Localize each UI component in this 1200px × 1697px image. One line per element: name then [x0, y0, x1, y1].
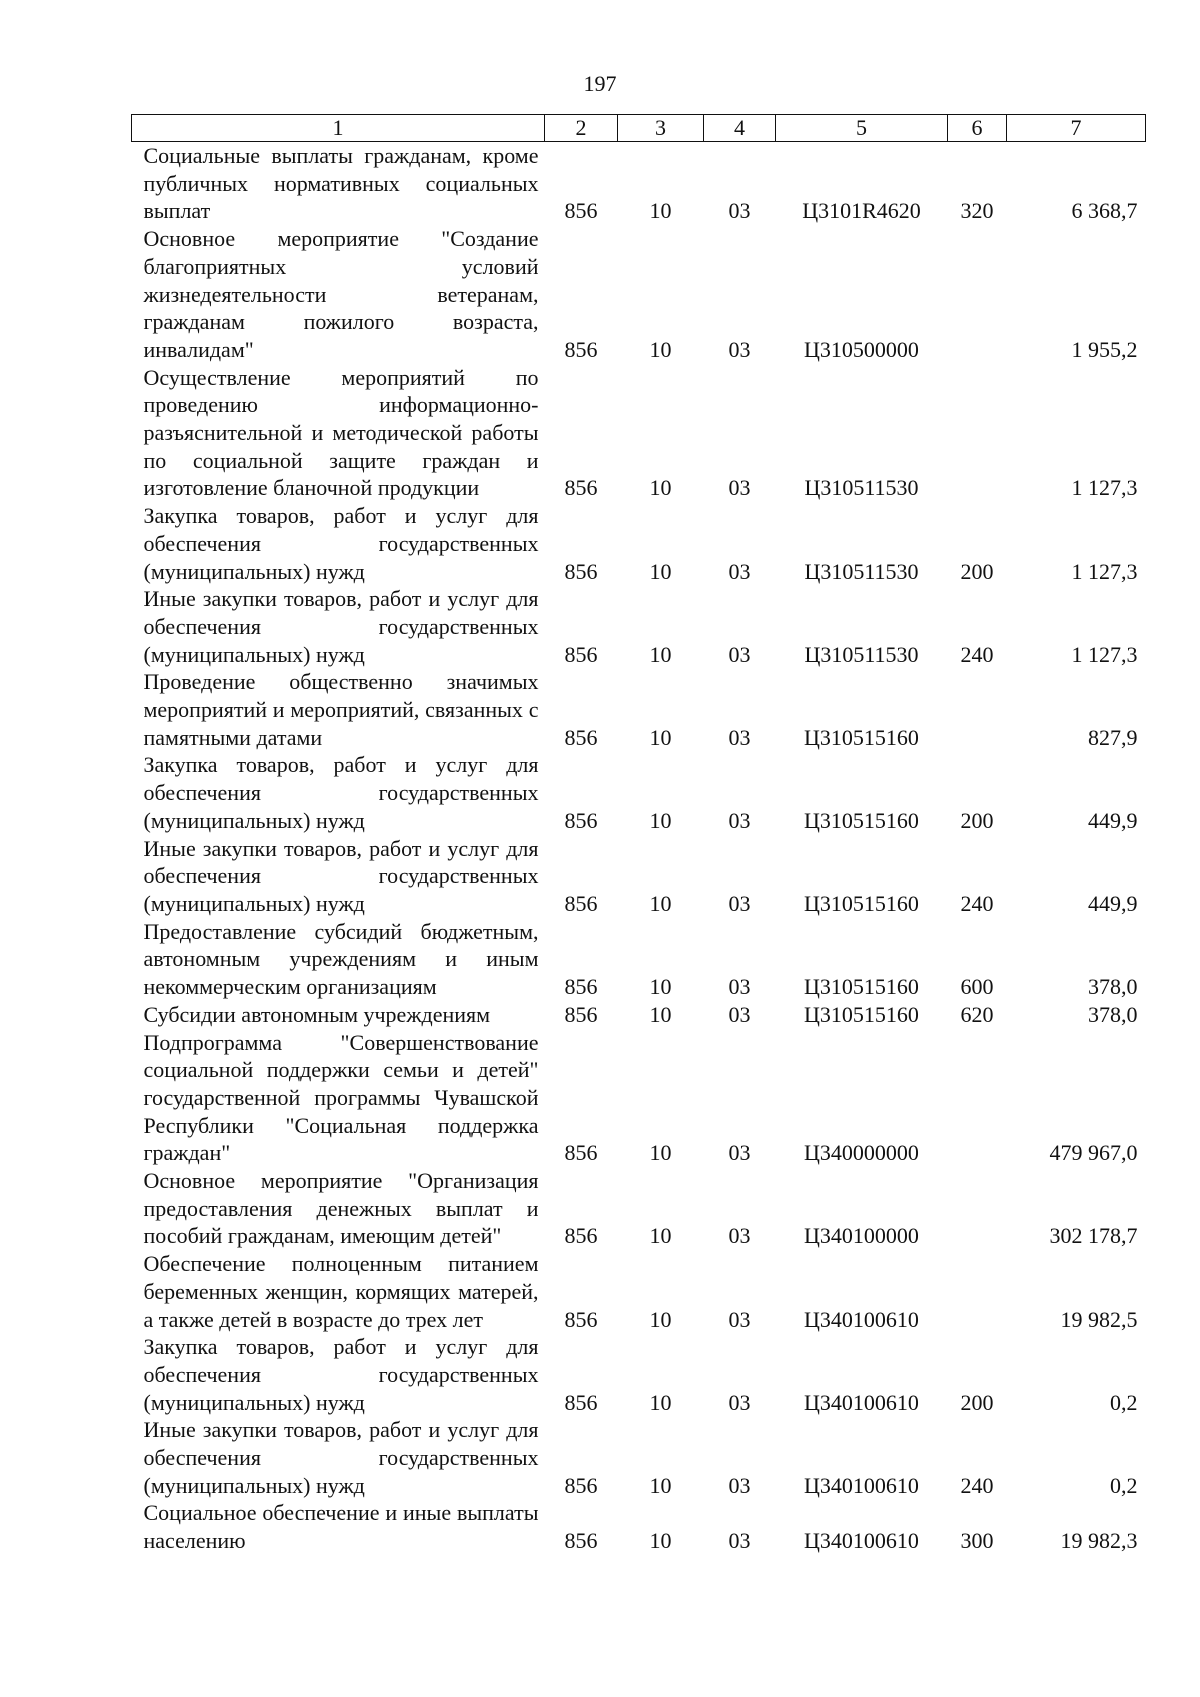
expense-type-cell: 240 [960, 890, 994, 916]
target-article-cell: Ц310511530 [804, 641, 919, 667]
section-code-cell: 10 [649, 724, 672, 750]
expense-type-cell: 600 [960, 974, 994, 1000]
column-header: 5 [776, 115, 948, 142]
ministry-code-cell: 856 [564, 1472, 598, 1498]
ministry-code-cell: 856 [564, 1223, 598, 1249]
column-header: 2 [545, 115, 618, 142]
ministry-code-cell: 856 [564, 1528, 598, 1554]
ministry-code-cell: 856 [564, 1389, 598, 1415]
table-row [132, 142, 1146, 226]
subsection-code-cell: 03 [728, 724, 751, 750]
row-name-cell: Подпрограмма "Совершенствование социальной поддержки семьи и детей" государственной программы Чувашской Республики "Социальная поддержка граждан" [143, 1029, 539, 1166]
row-name-cell: Субсидии автономным учреждениям [143, 1001, 491, 1027]
ministry-code-cell: 856 [564, 641, 598, 667]
table-row [132, 1333, 1146, 1416]
row-name-cell: Закупка товаров, работ и услуг для обеспечения государственных (муниципальных) нужд [143, 1334, 539, 1415]
amount-cell: 1 955,2 [1071, 336, 1138, 362]
row-name-cell: Закупка товаров, работ и услуг для обеспечения государственных (муниципальных) нужд [143, 503, 539, 584]
expense-type-cell [948, 1167, 1007, 1250]
row-name-cell: Основное мероприятие "Создание благоприятных условий жизнедеятельности ветеранам, гражданам пожилого возраста, инвалидам" [143, 226, 539, 362]
target-article-cell: Ц310515160 [804, 807, 919, 833]
expense-type-cell: 200 [960, 1389, 994, 1415]
amount-cell: 479 967,0 [1049, 1140, 1138, 1166]
section-code-cell: 10 [649, 807, 672, 833]
subsection-code-cell: 03 [728, 1528, 751, 1554]
table-row [132, 1167, 1146, 1250]
target-article-cell: Ц340100610 [804, 1528, 919, 1554]
expense-type-cell [948, 668, 1007, 751]
subsection-code-cell: 03 [728, 336, 751, 362]
table-row [132, 1250, 1146, 1333]
section-code-cell: 10 [649, 558, 672, 584]
ministry-code-cell: 856 [564, 1001, 598, 1027]
amount-cell: 827,9 [1088, 724, 1138, 750]
amount-cell: 1 127,3 [1071, 558, 1138, 584]
ministry-code-cell: 856 [564, 475, 598, 501]
column-header: 7 [1007, 115, 1146, 142]
target-article-cell: Ц310515160 [804, 890, 919, 916]
row-name-cell: Осуществление мероприятий по проведению информационно-разъяснительной и методической работы по социальной защите граждан и изготовление бланочной продукции [143, 364, 539, 501]
amount-cell: 1 127,3 [1071, 475, 1138, 501]
page-number: 197 [583, 71, 617, 96]
expense-type-cell [948, 1029, 1007, 1168]
ministry-code-cell: 856 [564, 558, 598, 584]
amount-cell: 378,0 [1088, 1001, 1138, 1027]
subsection-code-cell: 03 [728, 807, 751, 833]
column-header: 4 [704, 115, 776, 142]
subsection-code-cell: 03 [728, 1472, 751, 1498]
subsection-code-cell: 03 [728, 1223, 751, 1249]
subsection-code-cell: 03 [728, 1001, 751, 1027]
section-code-cell: 10 [649, 1472, 672, 1498]
subsection-code-cell: 03 [728, 1140, 751, 1166]
expense-type-cell: 620 [960, 1001, 994, 1027]
target-article-cell: Ц340100610 [804, 1472, 919, 1498]
expense-type-cell: 200 [960, 807, 994, 833]
section-code-cell: 10 [649, 1223, 672, 1249]
subsection-code-cell: 03 [728, 1389, 751, 1415]
table-row [132, 751, 1146, 834]
subsection-code-cell: 03 [728, 890, 751, 916]
table-row [132, 1029, 1146, 1168]
table-row [132, 1416, 1146, 1499]
ministry-code-cell: 856 [564, 336, 598, 362]
table-body [132, 142, 1146, 1555]
section-code-cell: 10 [649, 1528, 672, 1554]
section-code-cell: 10 [649, 974, 672, 1000]
expense-type-cell [948, 225, 1007, 364]
budget-table [131, 114, 1146, 1555]
amount-cell: 449,9 [1088, 807, 1138, 833]
subsection-code-cell: 03 [728, 1306, 751, 1332]
row-name-cell: Закупка товаров, работ и услуг для обеспечения государственных (муниципальных) нужд [143, 752, 539, 833]
section-code-cell: 10 [649, 1140, 672, 1166]
section-code-cell: 10 [649, 1306, 672, 1332]
amount-cell: 19 982,3 [1060, 1528, 1138, 1554]
expense-type-cell: 240 [960, 641, 994, 667]
ministry-code-cell: 856 [564, 724, 598, 750]
section-code-cell: 10 [649, 475, 672, 501]
ministry-code-cell: 856 [564, 807, 598, 833]
amount-cell: 0,2 [1110, 1389, 1138, 1415]
target-article-cell: Ц310515160 [804, 724, 919, 750]
table-row [132, 225, 1146, 364]
subsection-code-cell: 03 [728, 974, 751, 1000]
expense-type-cell: 320 [960, 198, 994, 224]
row-name-cell: Иные закупки товаров, работ и услуг для обеспечения государственных (муниципальных) нужд [143, 1417, 539, 1498]
table-row [132, 918, 1146, 1001]
amount-cell: 1 127,3 [1071, 641, 1138, 667]
target-article-cell: Ц340100610 [804, 1389, 919, 1415]
header-row [132, 115, 1146, 142]
row-name-cell: Иные закупки товаров, работ и услуг для обеспечения государственных (муниципальных) нужд [143, 586, 539, 667]
section-code-cell: 10 [649, 641, 672, 667]
target-article-cell: Ц310511530 [804, 558, 919, 584]
subsection-code-cell: 03 [728, 558, 751, 584]
target-article-cell: Ц310515160 [804, 1001, 919, 1027]
section-code-cell: 10 [649, 336, 672, 362]
row-name-cell: Социальные выплаты гражданам, кроме публичных нормативных социальных выплат [143, 143, 539, 224]
section-code-cell: 10 [649, 198, 672, 224]
target-article-cell: Ц310515160 [804, 974, 919, 1000]
subsection-code-cell: 03 [728, 641, 751, 667]
amount-cell: 6 368,7 [1071, 198, 1138, 224]
section-code-cell: 10 [649, 890, 672, 916]
subsection-code-cell: 03 [728, 198, 751, 224]
expense-type-cell: 200 [960, 558, 994, 584]
expense-type-cell: 240 [960, 1472, 994, 1498]
amount-cell: 378,0 [1088, 974, 1138, 1000]
section-code-cell: 10 [649, 1389, 672, 1415]
section-code-cell: 10 [649, 1001, 672, 1027]
target-article-cell: Ц310511530 [804, 475, 919, 501]
row-name-cell: Основное мероприятие "Организация предоставления денежных выплат и пособий гражданам, имеющим детей" [143, 1168, 539, 1249]
table-row [132, 1499, 1146, 1554]
table-row [132, 502, 1146, 585]
target-article-cell: Ц340100610 [804, 1306, 919, 1332]
amount-cell: 449,9 [1088, 890, 1138, 916]
target-article-cell: Ц340100000 [804, 1223, 919, 1249]
table-row [132, 364, 1146, 503]
table-row [132, 668, 1146, 751]
column-header: 6 [948, 115, 1007, 142]
subsection-code-cell: 03 [728, 475, 751, 501]
table-row [132, 585, 1146, 668]
target-article-cell: Ц340000000 [804, 1140, 919, 1166]
expense-type-cell [948, 364, 1007, 503]
table-row [132, 1001, 1146, 1029]
ministry-code-cell: 856 [564, 890, 598, 916]
expense-type-cell: 300 [960, 1528, 994, 1554]
ministry-code-cell: 856 [564, 198, 598, 224]
ministry-code-cell: 856 [564, 974, 598, 1000]
amount-cell: 0,2 [1110, 1472, 1138, 1498]
ministry-code-cell: 856 [564, 1140, 598, 1166]
row-name-cell: Социальное обеспечение и иные выплаты населению [143, 1500, 539, 1554]
expense-type-cell [948, 1250, 1007, 1333]
ministry-code-cell: 856 [564, 1306, 598, 1332]
row-name-cell: Иные закупки товаров, работ и услуг для обеспечения государственных (муниципальных) нужд [143, 835, 539, 916]
amount-cell: 19 982,5 [1060, 1306, 1138, 1332]
target-article-cell: Ц3101R4620 [802, 198, 921, 224]
column-header: 1 [132, 115, 545, 142]
row-name-cell: Предоставление субсидий бюджетным, автономным учреждениям и иным некоммерческим организациям [143, 918, 539, 1000]
row-name-cell: Проведение общественно значимых мероприятий и мероприятий, связанных с памятными датами [143, 669, 539, 750]
amount-cell: 302 178,7 [1049, 1223, 1138, 1249]
row-name-cell: Обеспечение полноценным питанием беременных женщин, кормящих матерей, а также детей в возрасте до трех лет [143, 1251, 539, 1332]
column-header: 3 [618, 115, 704, 142]
table-header [132, 115, 1146, 142]
target-article-cell: Ц310500000 [804, 336, 919, 362]
table-row [132, 835, 1146, 918]
